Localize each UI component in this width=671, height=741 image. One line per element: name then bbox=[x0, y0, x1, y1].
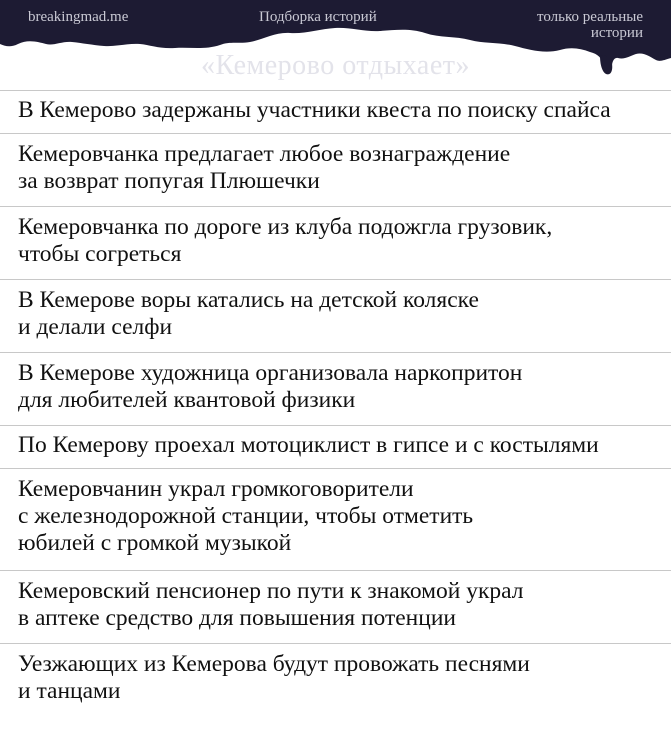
tagline-line-1: только реальные bbox=[537, 9, 643, 25]
story-item-2[interactable] bbox=[0, 133, 671, 206]
story-item-9[interactable] bbox=[0, 643, 671, 713]
tagline-line-2: истории bbox=[590, 25, 643, 41]
story-item-4[interactable] bbox=[0, 279, 671, 352]
story-line: Кемеровчанин украл громкоговорители bbox=[18, 476, 414, 502]
story-item-6[interactable] bbox=[0, 425, 671, 468]
page-title: «Кемерово отдыхает» bbox=[201, 50, 470, 81]
story-line: и делали селфи bbox=[18, 314, 173, 340]
story-item-5[interactable] bbox=[0, 352, 671, 425]
story-line: Уезжающих из Кемерова будут провожать песнями bbox=[18, 651, 530, 677]
story-line: юбилей с громкой музыкой bbox=[18, 530, 292, 556]
story-item-7[interactable] bbox=[0, 468, 671, 570]
story-item-8[interactable] bbox=[0, 570, 671, 643]
story-line: Кемеровчанка предлагает любое вознаграждение bbox=[18, 141, 511, 167]
story-item-1[interactable] bbox=[0, 90, 671, 133]
story-line: чтобы согреться bbox=[18, 241, 182, 267]
story-line: в аптеке средство для повышения потенции bbox=[18, 605, 456, 631]
story-line: и танцами bbox=[18, 678, 121, 704]
story-line: В Кемерово задержаны участники квеста по поиску спайса bbox=[18, 97, 611, 123]
story-line: Кемеровский пенсионер по пути к знакомой украл bbox=[18, 578, 524, 604]
story-line: По Кемерову проехал мотоциклист в гипсе и с костылями bbox=[18, 432, 599, 458]
story-line: Кемеровчанка по дороге из клуба подожгла грузовик, bbox=[18, 214, 553, 240]
story-line: В Кемерове художница организовала наркопритон bbox=[18, 360, 523, 386]
site-name[interactable]: breakingmad.me bbox=[28, 9, 129, 25]
story-list bbox=[0, 90, 671, 713]
story-line: для любителей квантовой физики bbox=[18, 387, 356, 413]
story-line: за возврат попугая Плюшечки bbox=[18, 168, 320, 194]
story-item-3[interactable] bbox=[0, 206, 671, 279]
story-line: В Кемерове воры катались на детской коляске bbox=[18, 287, 479, 313]
tagline bbox=[483, 9, 643, 41]
collection-label: Подборка историй bbox=[259, 9, 377, 25]
story-line: с железнодорожной станции, чтобы отметить bbox=[18, 503, 474, 529]
